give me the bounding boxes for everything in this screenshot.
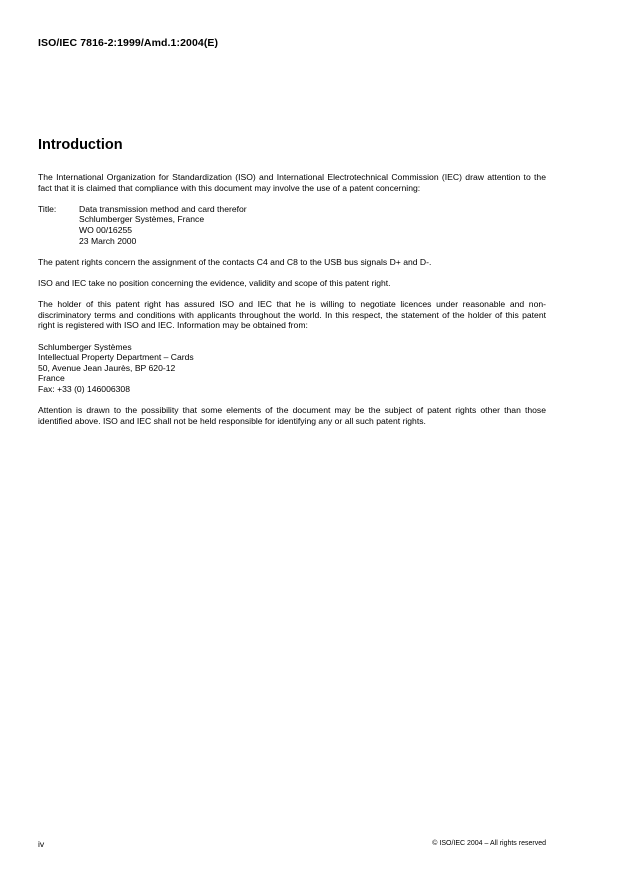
address-line: France: [38, 373, 65, 384]
patent-title-label: Title:: [38, 203, 57, 214]
patent-line: 23 March 2000: [79, 235, 137, 246]
introduction-body: [38, 172, 546, 437]
patent-details: [79, 204, 247, 246]
address-line: 50, Avenue Jean Jaurès, BP 620-12: [38, 362, 176, 373]
patent-line: WO 00/16255: [79, 224, 133, 235]
patent-title-block: [38, 204, 546, 246]
patent-line: Schlumberger Systèmes, France: [79, 214, 205, 225]
page-number: iv: [38, 839, 45, 849]
paragraph-position: ISO and IEC take no position concerning the evidence, validity and scope of this patent right.: [38, 277, 391, 288]
copyright-notice: © ISO/IEC 2004 – All rights reserved: [432, 840, 546, 847]
address-line: Fax: +33 (0) 146006308: [38, 383, 130, 394]
address-line: Schlumberger Systèmes: [38, 341, 132, 352]
section-title: Introduction: [38, 137, 123, 153]
address-line: Intellectual Property Department – Cards: [38, 352, 194, 363]
document-header: ISO/IEC 7816-2:1999/Amd.1:2004(E): [38, 37, 219, 49]
paragraph-patent-rights: The patent rights concern the assignment of the contacts C4 and C8 to the USB bus signals D+ and D-.: [38, 256, 432, 267]
paragraph-attention: Attention is drawn to the possibility that some elements of the document may be the subject of patent rights other than those identified above. ISO and IEC shall not be held responsible for identifying any or all such patent rights.: [38, 405, 546, 426]
patent-line: Data transmission method and card therefor: [79, 203, 247, 214]
holder-address: [38, 342, 546, 395]
paragraph-holder-assurance: The holder of this patent right has assured ISO and IEC that he is willing to negotiate licences under reasonable and non-discriminatory terms and conditions with applicants throughout the world. In this respect, the statement of the holder of this patent right is registered with ISO and IEC. Information may be obtained from:: [38, 299, 546, 331]
paragraph-patent-claim: The International Organization for Standardization (ISO) and International Electrotechnical Commission (IEC) draw attention to the fact that it is claimed that compliance with this document may involve the use of a patent concerning:: [38, 172, 546, 193]
